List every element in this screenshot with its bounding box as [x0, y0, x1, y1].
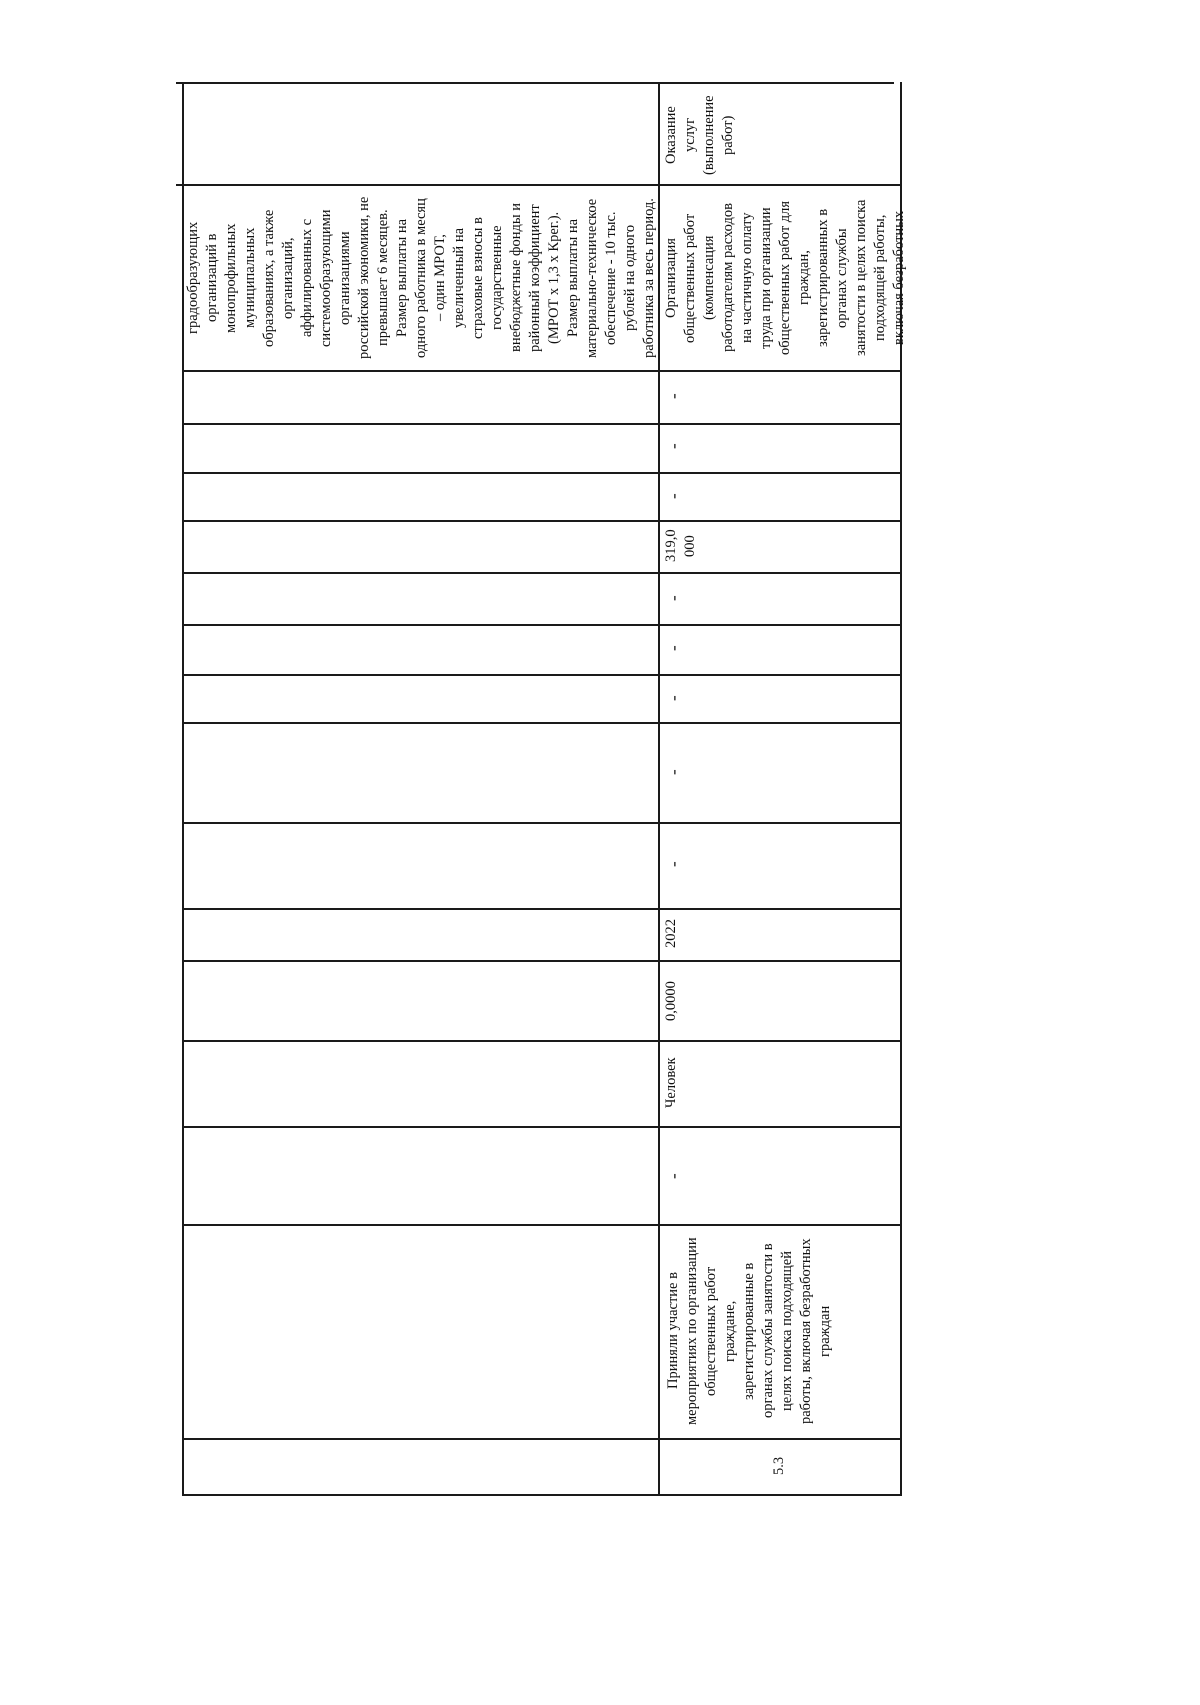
col-line-10	[182, 908, 900, 910]
amount-text: 319,0 000	[663, 529, 698, 563]
description-text: Организация общественных работ (компенсация работодателям расходов на частичную оплату труда при организации общественных работ для граждан, зарегистрированных в органах службы занятости в целях поиска подходящей работы, включая безработных	[663, 199, 907, 357]
dash-col-g: -	[664, 493, 683, 499]
table-bottom-border	[182, 1494, 902, 1496]
col-line-1	[182, 370, 900, 372]
col-line-2	[182, 423, 900, 425]
dash-col-d: -	[664, 695, 683, 701]
col-line-3	[182, 472, 900, 474]
col-line-5	[182, 572, 900, 574]
dash-col-a: -	[664, 1173, 683, 1179]
year-text: 2022	[663, 919, 679, 949]
col-line-9	[182, 822, 900, 824]
type-text: Оказание услуг (выполнение работ)	[663, 95, 736, 175]
col-line-14	[182, 1224, 900, 1226]
col-line-11	[182, 960, 900, 962]
col-line-12	[182, 1040, 900, 1042]
dash-col-i: -	[664, 393, 683, 399]
value-text: 0,0000	[663, 981, 679, 1021]
description-continued-text: градообразующих организаций в монопрофильных муниципальных образованиях, а также организаций, аффилированных с системообразующими организациями российской экономики, не превышает 6 месяцев. Размер выплаты на одного работника в месяц – один МРОТ, увеличенный на страховые взносы в государственные внебюджетные фонды и районный коэффициент (МРОТ х 1,3 х Крег.). Размер выплаты на материально-техническое обеспечение - 10 тыс. рублей на одного работника за весь период.	[185, 196, 657, 360]
col-line-7	[182, 674, 900, 676]
col-line-6	[182, 624, 900, 626]
col-line-8	[182, 722, 900, 724]
result-text: Приняли участие в мероприятиях по организации общественных работ граждане, зарегистрированные в органах службы занятости в целях поиска подходящей работы, включая безработных граждан	[665, 1237, 833, 1425]
dash-col-h: -	[664, 443, 683, 449]
col-line-4	[182, 520, 900, 522]
dash-col-b: -	[664, 861, 683, 867]
dash-col-f: -	[664, 595, 683, 601]
row-separator	[176, 184, 900, 186]
unit-text: Человек	[663, 1057, 679, 1109]
row-number: 5.3	[771, 1456, 787, 1476]
col-line-13	[182, 1126, 900, 1128]
table-top-border	[176, 82, 894, 84]
dash-col-e: -	[664, 645, 683, 651]
dash-col-c: -	[664, 769, 683, 775]
